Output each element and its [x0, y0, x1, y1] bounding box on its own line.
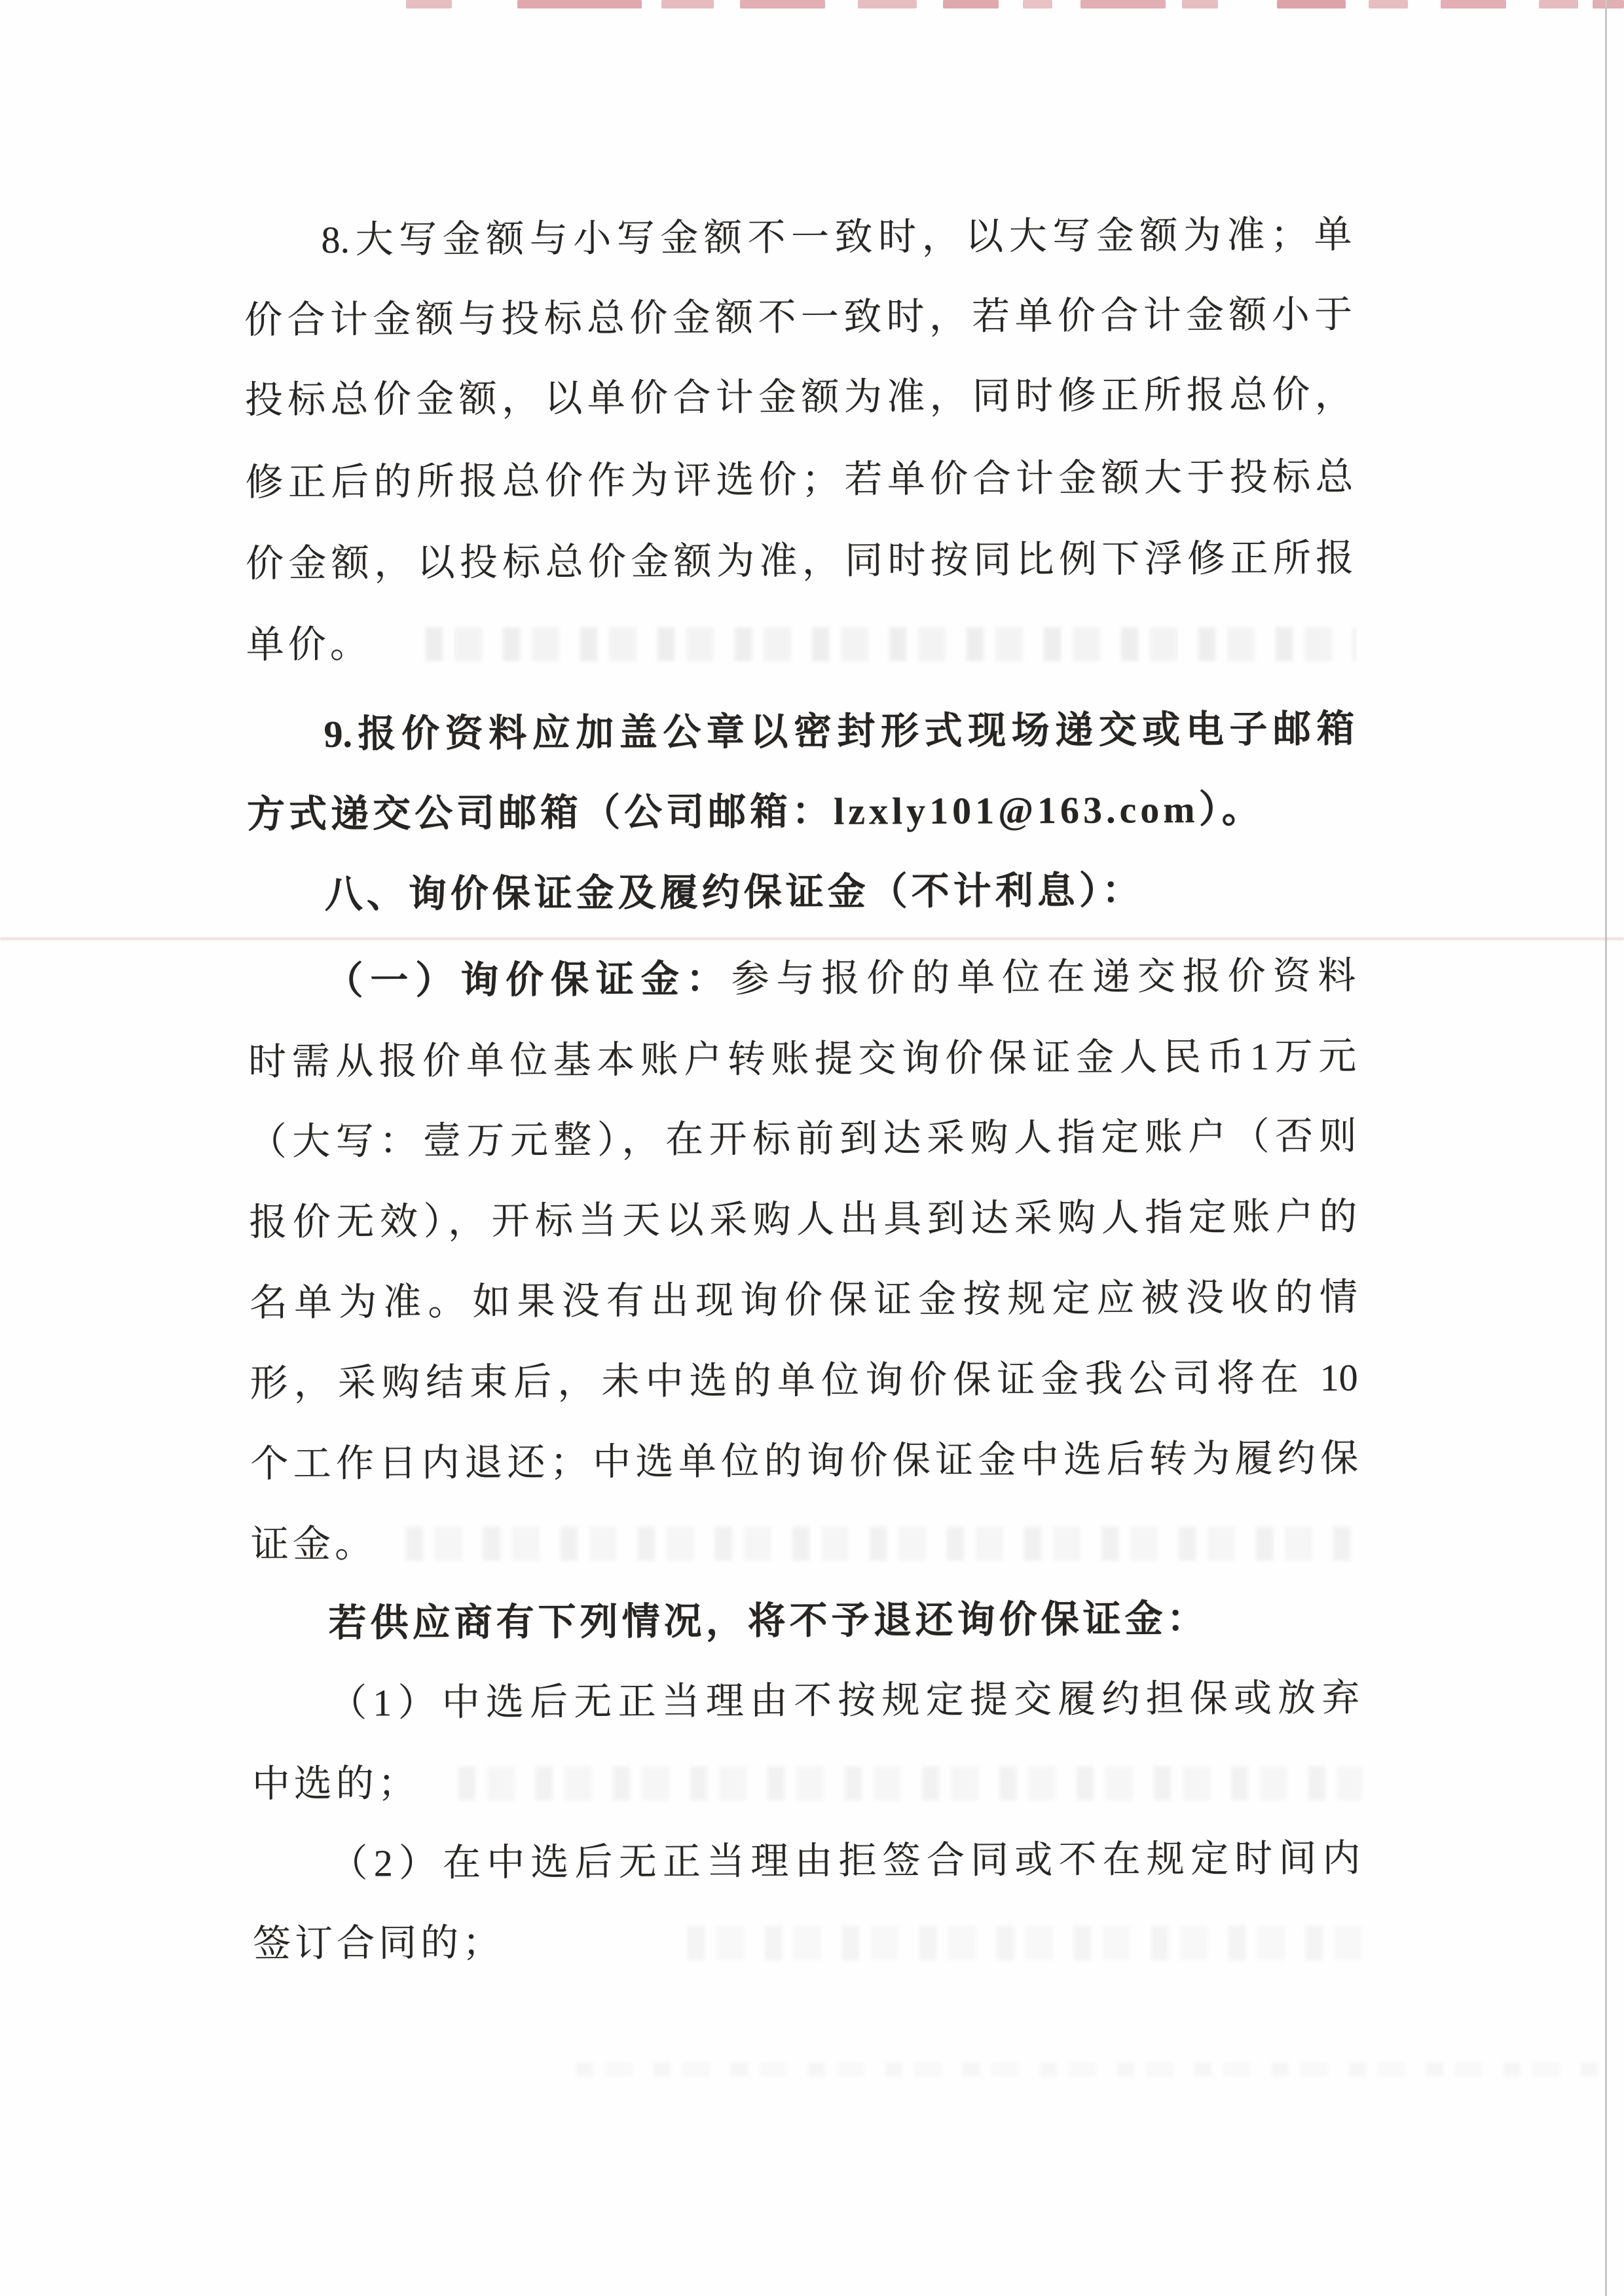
paragraph-line: 签订合同的；	[253, 1921, 505, 1965]
paragraph-line: （1）中选后无正当理由不按规定提交履约担保或放弃	[329, 1676, 1360, 1724]
inline-bold-label: （一）询价保证金：	[325, 957, 731, 1002]
paragraph-line: 9.报价资料应加盖公章以密封形式现场递交或电子邮箱	[323, 707, 1355, 756]
paragraph-line: 个工作日内退还；中选单位的询价保证金中选后转为履约保	[250, 1436, 1359, 1485]
inline-text: 参与报价的单位在递交报价资料	[731, 954, 1356, 1000]
paragraph-line: 形，采购结束后，未中选的单位询价保证金我公司将在 10	[249, 1356, 1358, 1405]
paragraph-line: 中选的；	[251, 1762, 420, 1806]
paragraph-line: 单价。	[246, 623, 372, 666]
paragraph-line: （大写：壹万元整），在开标前到达采购人指定账户（否则	[248, 1114, 1357, 1163]
paragraph-line-email: 方式递交公司邮箱（公司邮箱：lzxly101@163.com）。	[246, 788, 1264, 836]
section-heading: 八、询价保证金及履约保证金（不计利息）：	[324, 869, 1144, 916]
paragraph-line: 价合计金额与投标总价金额不一致时，若单价合计金额小于	[244, 293, 1353, 342]
paragraph-line: （2）在中选后无正当理由拒签合同或不在规定时间内	[329, 1836, 1361, 1885]
paragraph-line: 报价无效），开标当天以采购人出具到达采购人指定账户的	[249, 1195, 1357, 1244]
paragraph-line: 投标总价金额，以单价合计金额为准，同时修正所报总价，	[244, 373, 1353, 422]
paragraph-line: 8.大写金额与小写金额不一致时，以大写金额为准；单	[321, 213, 1352, 261]
paragraph-line: 若供应商有下列情况，将不予退还询价保证金：	[328, 1597, 1209, 1645]
paragraph-line: 价金额，以投标总价金额为准，同时按同比例下浮修正所报	[245, 536, 1354, 585]
paragraph-line: 名单为准。如果没有出现询价保证金按规定应被没收的情	[249, 1275, 1358, 1324]
paragraph-line: 证金。	[250, 1522, 377, 1566]
paragraph-line	[248, 955, 1356, 1004]
paragraph-line: 修正后的所报总价作为评选价；若单价合计金额大于投标总	[245, 455, 1354, 504]
paragraph-line: 时需从报价单位基本账户转账提交询价保证金人民币1万元	[248, 1034, 1357, 1084]
